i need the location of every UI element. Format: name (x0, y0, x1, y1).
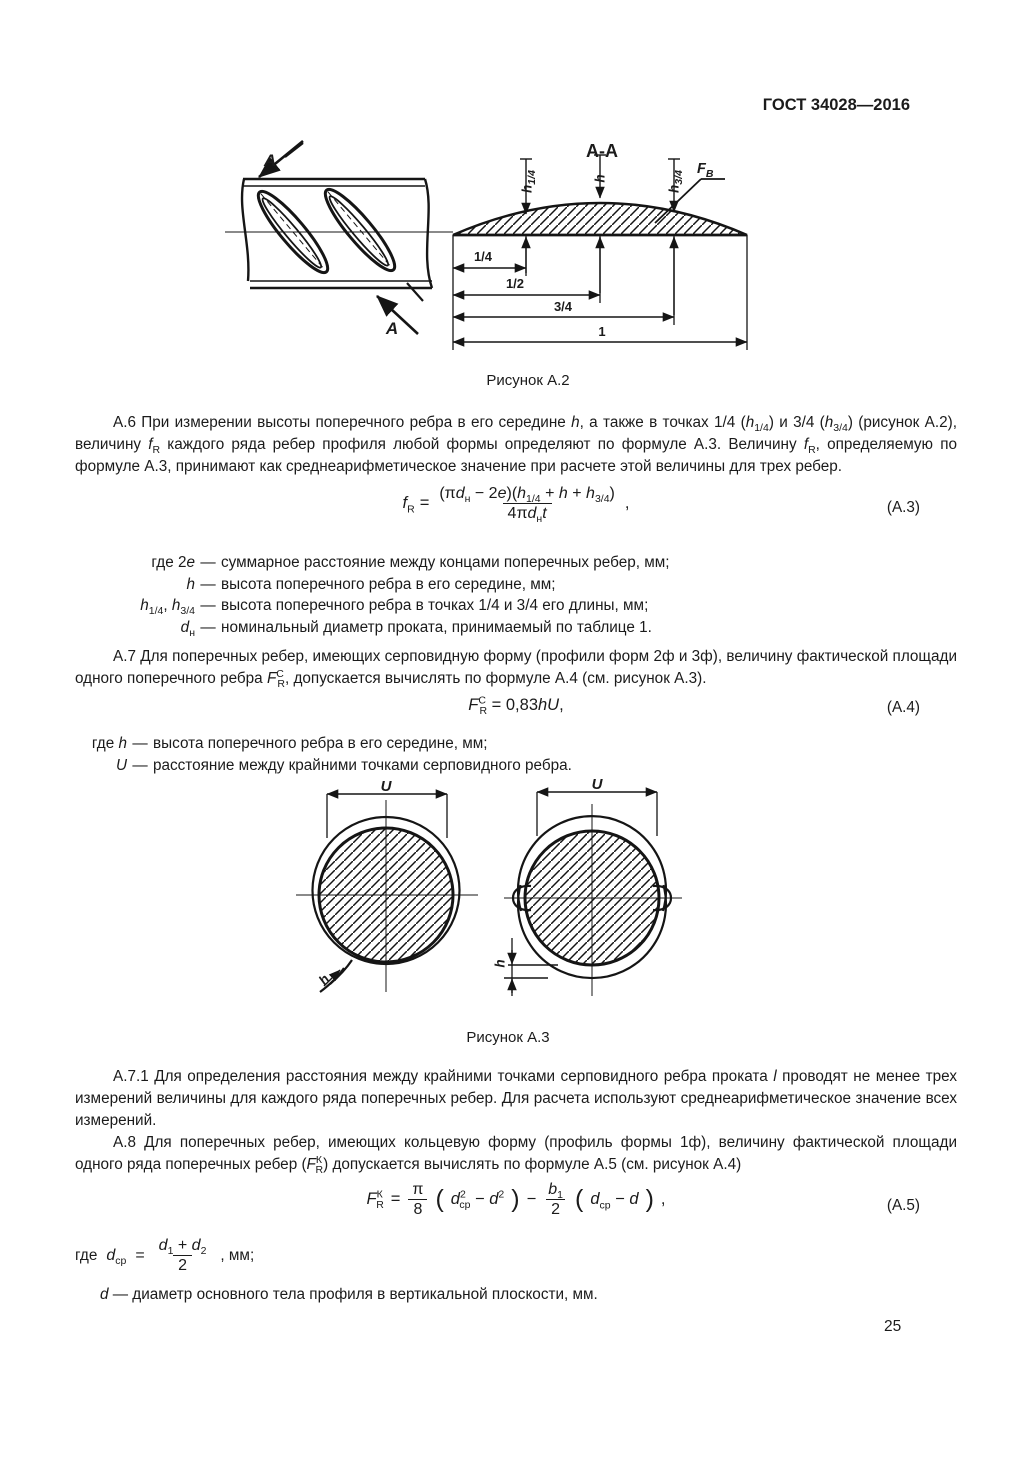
formula-a5-fraction-pi8 (407, 1180, 428, 1219)
dim-label-half: 1/2 (505, 276, 525, 291)
dim-label-h34: $h_{3/4}$ (666, 170, 686, 193)
where-dash: — (200, 554, 216, 571)
where-def: высота поперечного ребра в точках 1/4 и 3/4 его длины, мм; (221, 597, 649, 614)
paragraph-a6: А.6 При измерении высоты поперечного ребра в его середине h, а также в точках 1/4 $(h_{1/4})$ и 3/4 $(h_{3/4})$ (рисунок А.2), величину $f_R$ каждого ряда ребер профиля любой формы определяют по формуле А.3. Величину $f_R$, определяемую по формуле А.3, принимают как среднеарифметическое значение при расчете этой величины для трех ребер. (75, 414, 957, 475)
dcp-eq: = (135, 1246, 145, 1264)
formula-a5-eq: = (390, 1190, 401, 1209)
where-row (75, 552, 957, 574)
where-row (75, 755, 957, 777)
formula-a5-lhs: $F^К_R$ (366, 1188, 384, 1212)
where-dcp-row (75, 1236, 254, 1275)
formula-a4-body: $F^С_R = 0,83hU$, (468, 694, 564, 718)
where-row (75, 733, 957, 755)
formula-a5-term2: $d_{ср} - d$ (590, 1190, 639, 1212)
formula-a5-term1: $d^2_{ср} - d^2$ (450, 1188, 505, 1212)
dcp-symbol: $d_{ср}$ (106, 1246, 127, 1267)
section-view-title: А-А (586, 141, 618, 161)
paragraph-a7: А.7 Для поперечных ребер, имеющих серповидную форму (профили форм 2ф и 3ф), величину фактической площади одного поперечного ребра $F^С_R$, допускается вычислять по формуле А.4 (см. рисунок А.3). (75, 648, 957, 691)
fraction-numerator: $b_1$ (548, 1181, 563, 1202)
dim-label-three-quarters: 3/4 (553, 299, 573, 314)
dim-label-h14: $h_{1/4}$ (519, 170, 539, 193)
figure-a2-caption: Рисунок А.2 (486, 372, 570, 389)
where-term: $d_н$ (180, 618, 195, 639)
figure-a3-drawing (290, 780, 740, 1025)
where-def: высота поперечного ребра в его середине, мм; (153, 735, 488, 752)
rib-area-label: $F_В$ (697, 161, 714, 180)
where-list-a4 (75, 733, 957, 776)
dim-label-h-right: h (492, 959, 508, 968)
formula-a3-fraction (434, 484, 620, 526)
where-def: расстояние между крайними точками серповидного ребра. (153, 756, 572, 774)
page-number: 25 (884, 1318, 902, 1335)
where-def: номинальный диаметр проката, принимаемый по таблице 1. (221, 618, 652, 636)
fraction-numerator: $d_1 + d_2$ (158, 1237, 207, 1258)
fraction-denominator: 2 (173, 1255, 192, 1275)
where-term: где 2е (151, 554, 195, 571)
rib-crescent (317, 182, 402, 277)
where-dash: — (200, 597, 216, 614)
paragraph-a71: А.7.1 Для определения расстояния между крайними точками серповидного ребра проката l проводят не менее трех измерений величины для каждого ряда поперечных ребер. Для расчета используют среднеарифметическое значение всех измерений. (75, 1068, 958, 1129)
formula-a3-lhs: $f_R$ (402, 494, 415, 516)
dim-label-h-left: h (315, 971, 333, 988)
dim-label-u-left: U (380, 778, 392, 795)
where-d-definition: d — диаметр основного тела профиля в вертикальной плоскости, мм. (100, 1286, 598, 1303)
left-section-drawing (296, 794, 478, 992)
fraction-numerator: π (412, 1181, 424, 1198)
dcp-fraction (154, 1236, 212, 1275)
dcp-units: , мм; (220, 1246, 255, 1264)
where-list-a3 (75, 552, 957, 638)
document-code-header: ГОСТ 34028—2016 (762, 96, 910, 114)
formula-a3-numerator: $(\pi d_н - 2е)(h_{1/4} + h + h_{3/4})$ (439, 485, 615, 506)
dim-label-quarter: 1/4 (473, 249, 493, 264)
figure-a3 (290, 776, 740, 1025)
where-dash: — (200, 575, 216, 593)
dim-label-full: 1 (598, 324, 606, 339)
dim-label-h: h (592, 174, 608, 183)
formula-a5-tail: , (660, 1190, 666, 1209)
formula-a3 (75, 484, 957, 526)
formula-a5: $F^К_R$ = $\frac{\pi}{8}$ ( $d^2_{ср} - d^2$ ) − $\frac{b_1}{2}$ ( $d_{ср} - d$ ) , (А.5) (366, 1181, 920, 1219)
formula-a5-fraction-b12 (543, 1180, 568, 1219)
figure-a2 (225, 135, 970, 380)
right-section-drawing (504, 792, 682, 996)
where-lead: где (75, 1246, 98, 1264)
formula-a3-number: (А.3) (886, 499, 920, 516)
cut-label-a-bottom: А (385, 319, 399, 338)
where-row (75, 595, 957, 617)
formula-a3-tail: , (624, 494, 630, 513)
fraction-denominator: 8 (408, 1199, 427, 1219)
where-def: суммарное расстояние между концами поперечных ребер, мм; (221, 554, 670, 571)
cut-label-a-top: А (263, 151, 277, 170)
where-dash: — (200, 618, 216, 636)
where-term: где h (91, 735, 127, 752)
where-row (75, 574, 957, 596)
formula-a3-denominator: $4\pi d_нt$ (503, 503, 552, 523)
where-term: U (115, 756, 127, 774)
figure-a3-caption: Рисунок А.3 (466, 1029, 550, 1046)
formula-a3-eq: = (419, 494, 430, 513)
where-row (75, 617, 957, 639)
where-dash: — (132, 735, 148, 752)
formula-a5-minus: − (526, 1190, 537, 1209)
formula-a4-number: (А.4) (886, 699, 920, 716)
formula-a4 (75, 694, 957, 718)
formula-a5-number: (А.5) (886, 1197, 920, 1214)
dim-label-u-right: U (591, 776, 603, 793)
where-term: h (186, 575, 195, 593)
where-dash: — (132, 756, 148, 774)
where-def: высота поперечного ребра в его середине, мм; (221, 575, 556, 593)
where-term: $h_{1/4}$, $h_{3/4}$ (140, 597, 195, 618)
paragraph-a8: А.8 Для поперечных ребер, имеющих кольцевую форму (профиль формы 1ф), величину фактической площади одного ряда поперечных ребер $(F^К_R)$ допускается вычислять по формуле А.5 (см. рисунок А.4) (75, 1134, 957, 1177)
fraction-denominator: 2 (546, 1199, 565, 1219)
